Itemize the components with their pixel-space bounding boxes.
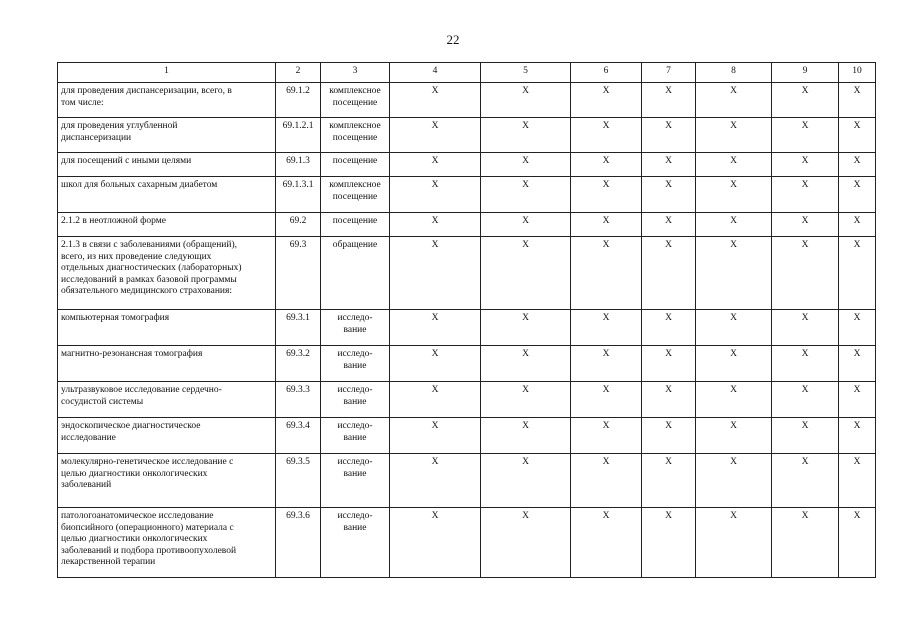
column-header: 7 [642,63,696,83]
value-cell: X [481,177,571,213]
row-name-cell: для проведения диспансеризации, всего, в том числе: [58,83,276,118]
row-code-cell: 69.3.4 [276,418,321,454]
value-cell: X [642,508,696,578]
value-cell: X [390,418,481,454]
table-row [58,454,876,508]
value-cell: X [481,237,571,310]
value-cell: X [772,237,839,310]
value-cell: X [839,83,876,118]
table-row [58,153,876,177]
value-cell: X [571,454,642,508]
row-unit-cell: обращение [321,237,390,310]
row-name-cell: 2.1.3 в связи с заболеваниями (обращений), всего, из них проведение следующих отдельных диагностических (лабораторных) исследований в рамках базовой программы обязательного медицинского страхования: [58,237,276,310]
value-cell: X [772,346,839,382]
value-cell: X [571,418,642,454]
value-cell: X [772,508,839,578]
row-unit-cell: исследо- вание [321,418,390,454]
value-cell: X [696,418,772,454]
row-unit-cell: посещение [321,153,390,177]
value-cell: X [390,213,481,237]
row-unit-cell: комплексное посещение [321,118,390,153]
row-unit-cell: посещение [321,213,390,237]
row-code-cell: 69.3.6 [276,508,321,578]
value-cell: X [642,382,696,418]
value-cell: X [571,177,642,213]
row-unit-cell: исследо- вание [321,382,390,418]
column-header: 10 [839,63,876,83]
value-cell: X [571,153,642,177]
value-cell: X [571,508,642,578]
value-cell: X [390,83,481,118]
table-row [58,237,876,310]
row-name-cell: эндоскопическое диагностическое исследование [58,418,276,454]
value-cell: X [571,382,642,418]
row-code-cell: 69.3.3 [276,382,321,418]
column-header: 4 [390,63,481,83]
row-unit-cell: комплексное посещение [321,177,390,213]
row-name-cell: 2.1.2 в неотложной форме [58,213,276,237]
value-cell: X [481,118,571,153]
row-name-cell: патологоанатомическое исследование биопсийного (операционного) материала с целью диагностики онкологических заболеваний и подбора противоопухолевой лекарственной терапии [58,508,276,578]
value-cell: X [571,237,642,310]
value-cell: X [481,382,571,418]
row-name-cell: для посещений с иными целями [58,153,276,177]
value-cell: X [481,83,571,118]
value-cell: X [571,346,642,382]
value-cell: X [481,153,571,177]
page-number: 22 [446,32,460,47]
value-cell: X [642,118,696,153]
row-code-cell: 69.1.2.1 [276,118,321,153]
value-cell: X [481,346,571,382]
row-name-cell: для проведения углубленной диспансеризации [58,118,276,153]
value-cell: X [696,508,772,578]
row-code-cell: 69.3 [276,237,321,310]
value-cell: X [642,454,696,508]
value-cell: X [839,346,876,382]
value-cell: X [772,454,839,508]
value-cell: X [696,118,772,153]
value-cell: X [571,310,642,346]
data-table [57,62,876,578]
value-cell: X [696,153,772,177]
row-unit-cell: комплексное посещение [321,83,390,118]
value-cell: X [481,213,571,237]
value-cell: X [571,83,642,118]
value-cell: X [839,177,876,213]
value-cell: X [696,454,772,508]
value-cell: X [642,237,696,310]
table-row [58,418,876,454]
value-cell: X [642,83,696,118]
value-cell: X [696,237,772,310]
column-header: 2 [276,63,321,83]
table-row [58,177,876,213]
row-unit-cell: исследо- вание [321,454,390,508]
value-cell: X [696,310,772,346]
table-row [58,508,876,578]
value-cell: X [571,213,642,237]
table-row [58,382,876,418]
row-code-cell: 69.3.1 [276,310,321,346]
value-cell: X [642,346,696,382]
row-name-cell: школ для больных сахарным диабетом [58,177,276,213]
value-cell: X [839,153,876,177]
column-header: 9 [772,63,839,83]
value-cell: X [390,454,481,508]
value-cell: X [390,508,481,578]
value-cell: X [642,177,696,213]
value-cell: X [696,346,772,382]
value-cell: X [772,382,839,418]
row-unit-cell: исследо- вание [321,508,390,578]
column-header: 8 [696,63,772,83]
table-row [58,213,876,237]
row-code-cell: 69.1.3.1 [276,177,321,213]
value-cell: X [772,213,839,237]
value-cell: X [839,310,876,346]
value-cell: X [642,213,696,237]
value-cell: X [772,310,839,346]
value-cell: X [839,382,876,418]
value-cell: X [481,454,571,508]
value-cell: X [696,83,772,118]
value-cell: X [839,508,876,578]
table-row [58,310,876,346]
value-cell: X [839,418,876,454]
row-name-cell: ультразвуковое исследование сердечно- сосудистой системы [58,382,276,418]
table-row [58,346,876,382]
row-unit-cell: исследо- вание [321,310,390,346]
row-name-cell: молекулярно-генетическое исследование с целью диагностики онкологических заболеваний [58,454,276,508]
row-name-cell: компьютерная томография [58,310,276,346]
row-code-cell: 69.1.2 [276,83,321,118]
value-cell: X [696,382,772,418]
value-cell: X [642,310,696,346]
row-code-cell: 69.3.5 [276,454,321,508]
row-unit-cell: исследо- вание [321,346,390,382]
value-cell: X [839,237,876,310]
value-cell: X [772,177,839,213]
row-code-cell: 69.1.3 [276,153,321,177]
row-code-cell: 69.3.2 [276,346,321,382]
header-row [58,63,876,83]
table-row [58,83,876,118]
value-cell: X [390,177,481,213]
value-cell: X [772,153,839,177]
row-name-cell: магнитно-резонансная томография [58,346,276,382]
value-cell: X [696,213,772,237]
row-code-cell: 69.2 [276,213,321,237]
value-cell: X [772,118,839,153]
value-cell: X [642,153,696,177]
value-cell: X [839,454,876,508]
value-cell: X [772,83,839,118]
column-header: 6 [571,63,642,83]
value-cell: X [839,213,876,237]
value-cell: X [390,237,481,310]
value-cell: X [481,508,571,578]
value-cell: X [390,153,481,177]
value-cell: X [390,382,481,418]
value-cell: X [390,310,481,346]
column-header: 1 [58,63,276,83]
column-header: 3 [321,63,390,83]
value-cell: X [390,118,481,153]
value-cell: X [390,346,481,382]
table-row [58,118,876,153]
value-cell: X [481,310,571,346]
value-cell: X [839,118,876,153]
value-cell: X [696,177,772,213]
value-cell: X [642,418,696,454]
column-header: 5 [481,63,571,83]
value-cell: X [772,418,839,454]
value-cell: X [571,118,642,153]
value-cell: X [481,418,571,454]
